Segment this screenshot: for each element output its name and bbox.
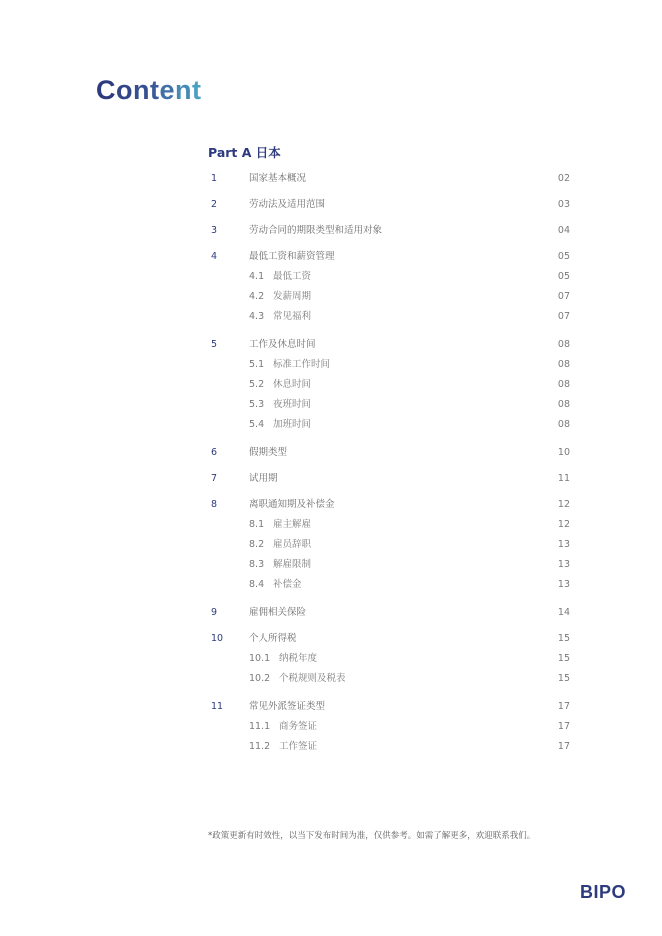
- subsection-number: 4.2: [249, 291, 265, 302]
- subsection-row: [249, 672, 346, 686]
- subsection-title: 标准工作时间: [273, 359, 331, 370]
- section-title: 常见外派签证类型: [249, 701, 326, 712]
- subsection-title: 纳税年度: [279, 653, 318, 664]
- subsection-title: 加班时间: [273, 419, 312, 430]
- title-letter: e: [159, 75, 176, 105]
- subsection-number: 11.1: [249, 721, 271, 732]
- subsection-row: [249, 538, 311, 552]
- section-title: 个人所得税: [249, 633, 297, 644]
- subsection-title: 商务签证: [279, 721, 318, 732]
- page-number: 08: [557, 379, 570, 390]
- subsection-number: 5.4: [249, 419, 265, 430]
- part-heading: Part A 日本: [208, 145, 281, 160]
- subsection-row: [249, 518, 311, 532]
- page-number: 17: [557, 701, 570, 712]
- page-number: 07: [557, 291, 570, 302]
- section-number: 1: [211, 173, 218, 184]
- section-title: 雇佣相关保险: [249, 607, 307, 618]
- subsection-number: 10.2: [249, 673, 271, 684]
- subsection-title: 发薪周期: [273, 291, 312, 302]
- subsection-row: [249, 358, 330, 372]
- page-number: 03: [557, 199, 570, 210]
- subsection-title: 夜班时间: [273, 399, 312, 410]
- section-number: 7: [211, 473, 218, 484]
- bipo-logo: BIPO: [580, 882, 627, 902]
- page-number: 11: [557, 473, 570, 484]
- page-number: 02: [557, 173, 570, 184]
- page-number: 08: [557, 419, 570, 430]
- page-number: 05: [557, 251, 570, 262]
- section-title: 离职通知期及补偿金: [249, 499, 335, 510]
- section-title: 试用期: [249, 473, 278, 484]
- section-title: 工作及休息时间: [249, 339, 316, 350]
- page-number: 17: [557, 741, 570, 752]
- section-title: 最低工资和薪资管理: [249, 251, 335, 262]
- subsection-title: 雇主解雇: [273, 519, 312, 530]
- subsection-number: 10.1: [249, 653, 271, 664]
- subsection-row: [249, 558, 311, 572]
- section-title: 国家基本概况: [249, 173, 307, 184]
- section-number: 5: [211, 339, 218, 350]
- title-letter: t: [192, 75, 202, 105]
- page-number: 12: [557, 519, 570, 530]
- subsection-row: [249, 378, 311, 392]
- subsection-row: [249, 310, 311, 324]
- page-number: 15: [557, 673, 570, 684]
- subsection-title: 工作签证: [279, 741, 318, 752]
- page-number: 08: [557, 359, 570, 370]
- subsection-title: 解雇限制: [273, 559, 312, 570]
- subsection-row: [249, 418, 311, 432]
- title-letter: C: [96, 75, 116, 105]
- subsection-title: 休息时间: [273, 379, 312, 390]
- subsection-row: [249, 578, 302, 592]
- title-letter: t: [150, 75, 160, 105]
- subsection-title: 最低工资: [273, 271, 312, 282]
- subsection-row: [249, 290, 311, 304]
- subsection-row: [249, 740, 317, 754]
- page-number: 13: [557, 559, 570, 570]
- page-number: 10: [557, 447, 570, 458]
- subsection-number: 8.4: [249, 579, 265, 590]
- page-number: 17: [557, 721, 570, 732]
- page-number: 07: [557, 311, 570, 322]
- subsection-row: [249, 270, 311, 284]
- section-number: 10: [211, 633, 224, 644]
- section-number: 2: [211, 199, 218, 210]
- title-letter: n: [175, 75, 193, 105]
- page-number: 05: [557, 271, 570, 282]
- subsection-number: 8.3: [249, 559, 265, 570]
- page-number: 13: [557, 539, 570, 550]
- page-number: 13: [557, 579, 570, 590]
- section-title: 劳动法及适用范围: [249, 199, 326, 210]
- page-number: 04: [557, 225, 570, 236]
- subsection-number: 4.1: [249, 271, 265, 282]
- subsection-number: 5.3: [249, 399, 265, 410]
- subsection-number: 8.2: [249, 539, 265, 550]
- subsection-title: 常见福利: [273, 311, 312, 322]
- subsection-row: [249, 720, 317, 734]
- subsection-row: [249, 398, 311, 412]
- section-number: 4: [211, 251, 218, 262]
- section-number: 3: [211, 225, 218, 236]
- subsection-title: 个税规则及税表: [279, 673, 346, 684]
- title-letter: o: [116, 75, 133, 105]
- section-number: 8: [211, 499, 218, 510]
- section-number: 6: [211, 447, 218, 458]
- subsection-title: 补偿金: [273, 579, 302, 590]
- footnote: *政策更新有时效性，以当下发布时间为准，仅供参考。如需了解更多，欢迎联系我们。: [208, 831, 536, 841]
- subsection-number: 11.2: [249, 741, 271, 752]
- section-number: 9: [211, 607, 218, 618]
- subsection-title: 雇员辞职: [273, 539, 312, 550]
- subsection-number: 5.2: [249, 379, 265, 390]
- page-number: 08: [557, 399, 570, 410]
- section-number: 11: [211, 701, 224, 712]
- page-number: 12: [557, 499, 570, 510]
- page-number: 15: [557, 653, 570, 664]
- subsection-row: [249, 652, 317, 666]
- title-letter: n: [133, 75, 150, 105]
- subsection-number: 4.3: [249, 311, 265, 322]
- section-title: 劳动合同的期限类型和适用对象: [249, 225, 383, 236]
- subsection-number: 5.1: [249, 359, 265, 370]
- page-title: [96, 72, 202, 108]
- page-number: 14: [557, 607, 570, 618]
- subsection-number: 8.1: [249, 519, 265, 530]
- page-number: 15: [557, 633, 570, 644]
- page-number: 08: [557, 339, 570, 350]
- section-title: 假期类型: [249, 447, 288, 458]
